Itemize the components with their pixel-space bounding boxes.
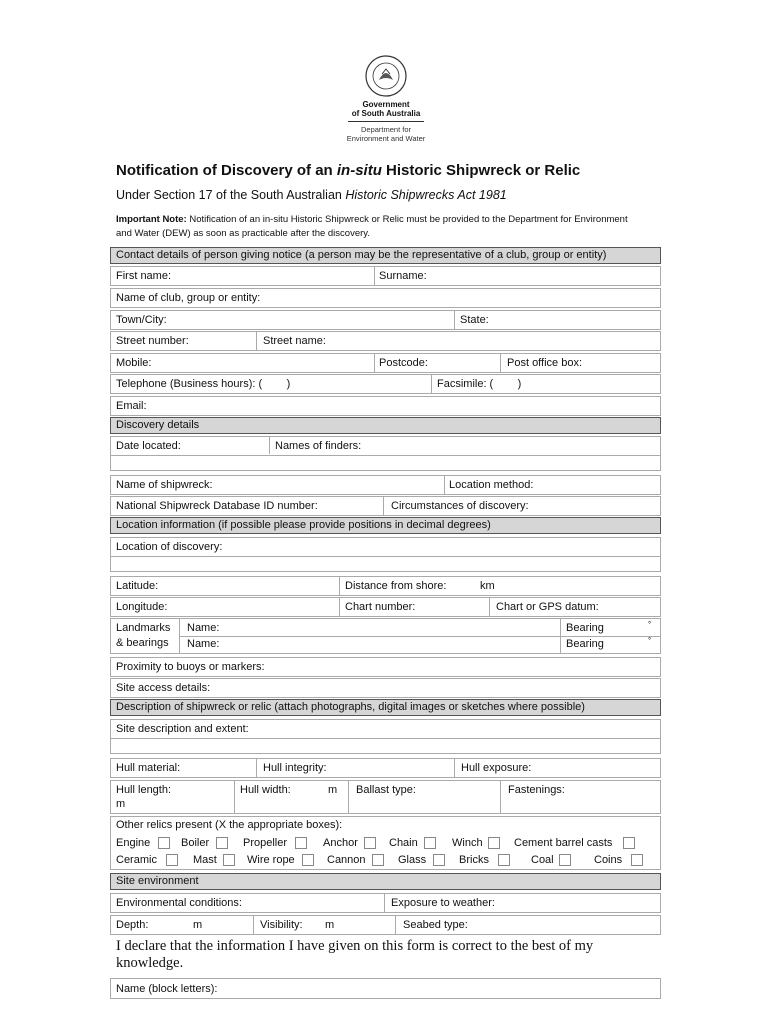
location-discovery-field[interactable]: Location of discovery: <box>116 541 223 553</box>
coal-checkbox[interactable] <box>559 854 571 866</box>
town-field[interactable]: Town/City: <box>116 314 167 326</box>
relic-label: Propeller <box>243 837 288 849</box>
street-name-field[interactable]: Street name: <box>263 335 326 347</box>
location-method-field[interactable]: Location method: <box>449 479 534 491</box>
km-unit: km <box>480 580 495 592</box>
row-town <box>110 310 661 330</box>
section-site-env: Site environment <box>110 873 661 890</box>
row-environment <box>110 893 661 913</box>
latitude-field[interactable]: Latitude: <box>116 580 159 592</box>
bricks-checkbox[interactable] <box>498 854 510 866</box>
coins-checkbox[interactable] <box>631 854 643 866</box>
relic-label: Anchor <box>323 837 358 849</box>
gov-name: Government of South Australia <box>351 100 421 118</box>
anchor-checkbox[interactable] <box>364 837 376 849</box>
relic-label: Cement barrel casts <box>514 837 613 849</box>
chart-number-field[interactable]: Chart number: <box>345 601 416 613</box>
depth-unit: m <box>193 919 203 931</box>
chart-datum-field[interactable]: Chart or GPS datum: <box>496 601 599 613</box>
depth-field[interactable]: Depth: <box>116 919 149 931</box>
section-contact: Contact details of person giving notice (a person may be the representative of a club, group or entity) <box>110 247 661 264</box>
hull-width-field[interactable]: Hull width: <box>240 784 291 796</box>
relic-label: Mast <box>193 854 217 866</box>
relic-label: Bricks <box>459 854 489 866</box>
relic-label: Winch <box>452 837 483 849</box>
relic-label: Engine <box>116 837 151 849</box>
row-site-desc <box>110 719 661 754</box>
bearings-label: & bearings <box>116 637 169 649</box>
cement-barrel-casts-checkbox[interactable] <box>623 837 635 849</box>
hull-width-unit: m <box>328 784 338 796</box>
engine-checkbox[interactable] <box>158 837 170 849</box>
row-hull <box>110 758 661 778</box>
email-field[interactable]: Email: <box>116 400 147 412</box>
fastenings-field[interactable]: Fastenings: <box>508 784 565 796</box>
relic-label: Coal <box>531 854 554 866</box>
bearing-1[interactable]: Bearing <box>566 622 604 634</box>
chain-checkbox[interactable] <box>424 837 436 849</box>
mobile-field[interactable]: Mobile: <box>116 357 152 369</box>
first-name-field[interactable]: First name: <box>116 270 172 282</box>
visibility-field[interactable]: Visibility: <box>260 919 303 931</box>
proximity-field[interactable]: Proximity to buoys or markers: <box>116 661 265 673</box>
row-latitude <box>110 576 661 596</box>
row-shipwreck-name <box>110 475 661 495</box>
page-title: Notification of Discovery of an in-situ Historic Shipwreck or Relic <box>116 162 581 179</box>
row-club <box>110 288 661 308</box>
dept-name: Department for Environment and Water <box>346 125 426 143</box>
visibility-unit: m <box>325 919 335 931</box>
row-telephone <box>110 374 661 394</box>
street-number-field[interactable]: Street number: <box>116 335 189 347</box>
relic-label: Chain <box>389 837 418 849</box>
name-block-field[interactable]: Name (block letters): <box>116 983 218 995</box>
relic-label: Ceramic <box>116 854 157 866</box>
landmark-name-2[interactable]: Name: <box>187 638 220 650</box>
site-access-field[interactable]: Site access details: <box>116 682 211 694</box>
facsimile-field[interactable]: Facsimile: ( ) <box>437 378 522 390</box>
section-location: Location information (if possible please provide positions in decimal degrees) <box>110 517 661 534</box>
postcode-field[interactable]: Postcode: <box>379 357 428 369</box>
row-landmarks <box>110 618 661 654</box>
relic-label: Coins <box>594 854 623 866</box>
state-field[interactable]: State: <box>460 314 489 326</box>
row-location-discovery <box>110 537 661 572</box>
row-date-located <box>110 436 661 471</box>
nsd-id-field[interactable]: National Shipwreck Database ID number: <box>116 500 318 512</box>
site-desc-field[interactable]: Site description and extent: <box>116 723 249 735</box>
bearing-2[interactable]: Bearing <box>566 638 604 650</box>
hull-length-unit: m <box>116 798 126 810</box>
hull-length-field[interactable]: Hull length: <box>116 784 172 796</box>
hull-integrity-field[interactable]: Hull integrity: <box>263 762 327 774</box>
distance-shore-field[interactable]: Distance from shore: <box>345 580 447 592</box>
ceramic-checkbox[interactable] <box>166 854 178 866</box>
page-subtitle: Under Section 17 of the South Australian Historic Shipwrecks Act 1981 <box>116 188 507 202</box>
propeller-checkbox[interactable] <box>295 837 307 849</box>
row-site-access <box>110 678 661 698</box>
row-other-relics <box>110 816 661 870</box>
state-seal-icon <box>364 54 408 98</box>
relic-label: Wire rope <box>247 854 295 866</box>
row-proximity <box>110 657 661 677</box>
hull-material-field[interactable]: Hull material: <box>116 762 181 774</box>
degree-1: ° <box>648 620 652 629</box>
shipwreck-name-field[interactable]: Name of shipwreck: <box>116 479 213 491</box>
row-longitude <box>110 597 661 617</box>
row-nsd <box>110 496 661 516</box>
names-finders-field[interactable]: Names of finders: <box>275 440 362 452</box>
telephone-field[interactable]: Telephone (Business hours): ( ) <box>116 378 291 390</box>
relic-label: Glass <box>398 854 427 866</box>
ballast-field[interactable]: Ballast type: <box>356 784 416 796</box>
row-name <box>110 266 661 286</box>
row-depth <box>110 915 661 935</box>
section-discovery: Discovery details <box>110 417 661 434</box>
winch-checkbox[interactable] <box>488 837 500 849</box>
wire-rope-checkbox[interactable] <box>302 854 314 866</box>
government-logo <box>336 54 436 143</box>
cannon-checkbox[interactable] <box>372 854 384 866</box>
mast-checkbox[interactable] <box>223 854 235 866</box>
exposure-weather-field[interactable]: Exposure to weather: <box>391 897 495 909</box>
club-field[interactable]: Name of club, group or entity: <box>116 292 261 304</box>
relic-label: Boiler <box>181 837 210 849</box>
row-hull-dims <box>110 780 661 814</box>
other-relics-label: Other relics present (X the appropriate boxes): <box>116 819 343 831</box>
landmarks-label: Landmarks <box>116 622 171 634</box>
surname-field[interactable]: Surname: <box>379 270 427 282</box>
date-located-field[interactable]: Date located: <box>116 440 181 452</box>
row-street <box>110 331 661 351</box>
declaration-text: I declare that the information I have given on this form is correct to the best of my knowledge. <box>116 938 594 971</box>
relic-label: Cannon <box>327 854 366 866</box>
row-name-block <box>110 978 661 999</box>
row-mobile <box>110 353 661 373</box>
po-box-field[interactable]: Post office box: <box>507 357 583 369</box>
circumstances-field[interactable]: Circumstances of discovery: <box>391 500 529 512</box>
env-conditions-field[interactable]: Environmental conditions: <box>116 897 242 909</box>
important-note: Important Note: Notification of an in-situ Historic Shipwreck or Relic must be provided to the Department for Environment and Water (DEW) as soon as practicable after the discovery. <box>116 214 628 239</box>
section-description: Description of shipwreck or relic (attach photographs, digital images or sketches where possible) <box>110 699 661 716</box>
glass-checkbox[interactable] <box>433 854 445 866</box>
row-email <box>110 396 661 416</box>
landmark-name-1[interactable]: Name: <box>187 622 220 634</box>
seabed-field[interactable]: Seabed type: <box>403 919 468 931</box>
boiler-checkbox[interactable] <box>216 837 228 849</box>
degree-2: ° <box>648 636 652 645</box>
longitude-field[interactable]: Longitude: <box>116 601 168 613</box>
hull-exposure-field[interactable]: Hull exposure: <box>461 762 532 774</box>
